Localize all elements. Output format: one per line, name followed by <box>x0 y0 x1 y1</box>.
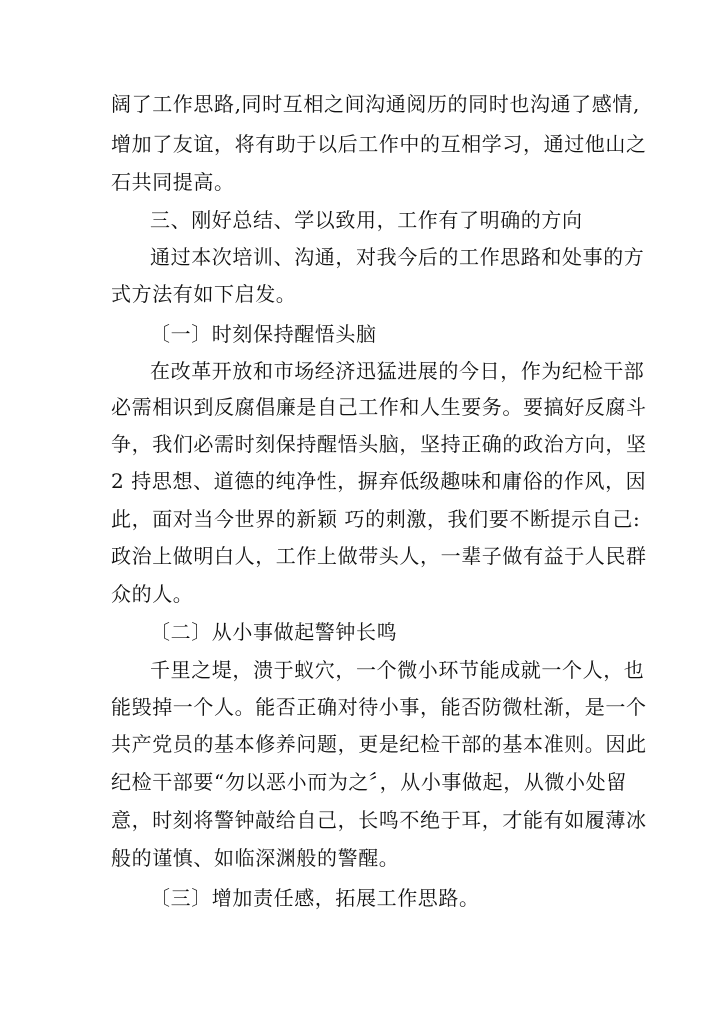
paragraph-line: 石共同提高。 <box>111 170 235 194</box>
section-heading: 三、刚好总结、学以致用，工作有了明确的方向 <box>150 208 583 232</box>
paragraph-line: 增加了友谊，将有助于以后工作中的互相学习，通过他山之 <box>111 132 647 156</box>
paragraph-line: 争，我们必需时刻保持醒悟头脑，坚持正确的政治方向，坚 <box>111 432 647 456</box>
paragraph-line: 式方法有如下启发。 <box>111 282 297 306</box>
paragraph-line: 共产党员的基本修养问题，更是纪检干部的基本准则。因此 <box>111 732 647 756</box>
subsection-heading: 〔一〕时刻保持醒悟头脑 <box>150 322 377 346</box>
paragraph-line: 通过本次培训、沟通，对我今后的工作思路和处事的方 <box>150 245 645 269</box>
paragraph-line: 般的谨慎、如临深渊般的警醒。 <box>111 846 400 870</box>
paragraph-line: 此，面对当今世界的新颖 巧的刺激，我们要不断提示自己: <box>111 507 641 531</box>
paragraph-line: 2 持思想、道德的纯净性，摒弃低级趣味和庸俗的作风，因 <box>111 469 647 493</box>
paragraph-line: 政治上做明白人，工作上做带头人，一辈子做有益于人民群 <box>111 544 647 568</box>
subsection-heading: 〔三〕增加责任感，拓展工作思路。 <box>150 886 480 910</box>
paragraph-line: 意，时刻将警钟敲给自己，长鸣不绝于耳，才能有如履薄冰 <box>111 808 647 832</box>
paragraph-line: 阔了工作思路,同时互相之间沟通阅历的同时也沟通了感情, <box>111 92 640 116</box>
paragraph-line: 能毁掉一个人。能否正确对待小事，能否防微杜渐，是一个 <box>111 695 647 719</box>
paragraph-line: 必需相识到反腐倡廉是自己工作和人生要务。要搞好反腐斗 <box>111 395 647 419</box>
paragraph-line: 纪检干部要“勿以恶小而为之〞，从小事做起，从微小处留 <box>111 770 627 794</box>
paragraph-line: 千里之堤，溃于蚁穴，一个微小环节能成就一个人，也 <box>150 658 645 682</box>
subsection-heading: 〔二〕从小事做起警钟长鸣 <box>150 620 398 644</box>
paragraph-line: 众的人。 <box>111 582 194 606</box>
paragraph-line: 在改革开放和市场经济迅猛进展的今日，作为纪检干部 <box>150 359 645 383</box>
